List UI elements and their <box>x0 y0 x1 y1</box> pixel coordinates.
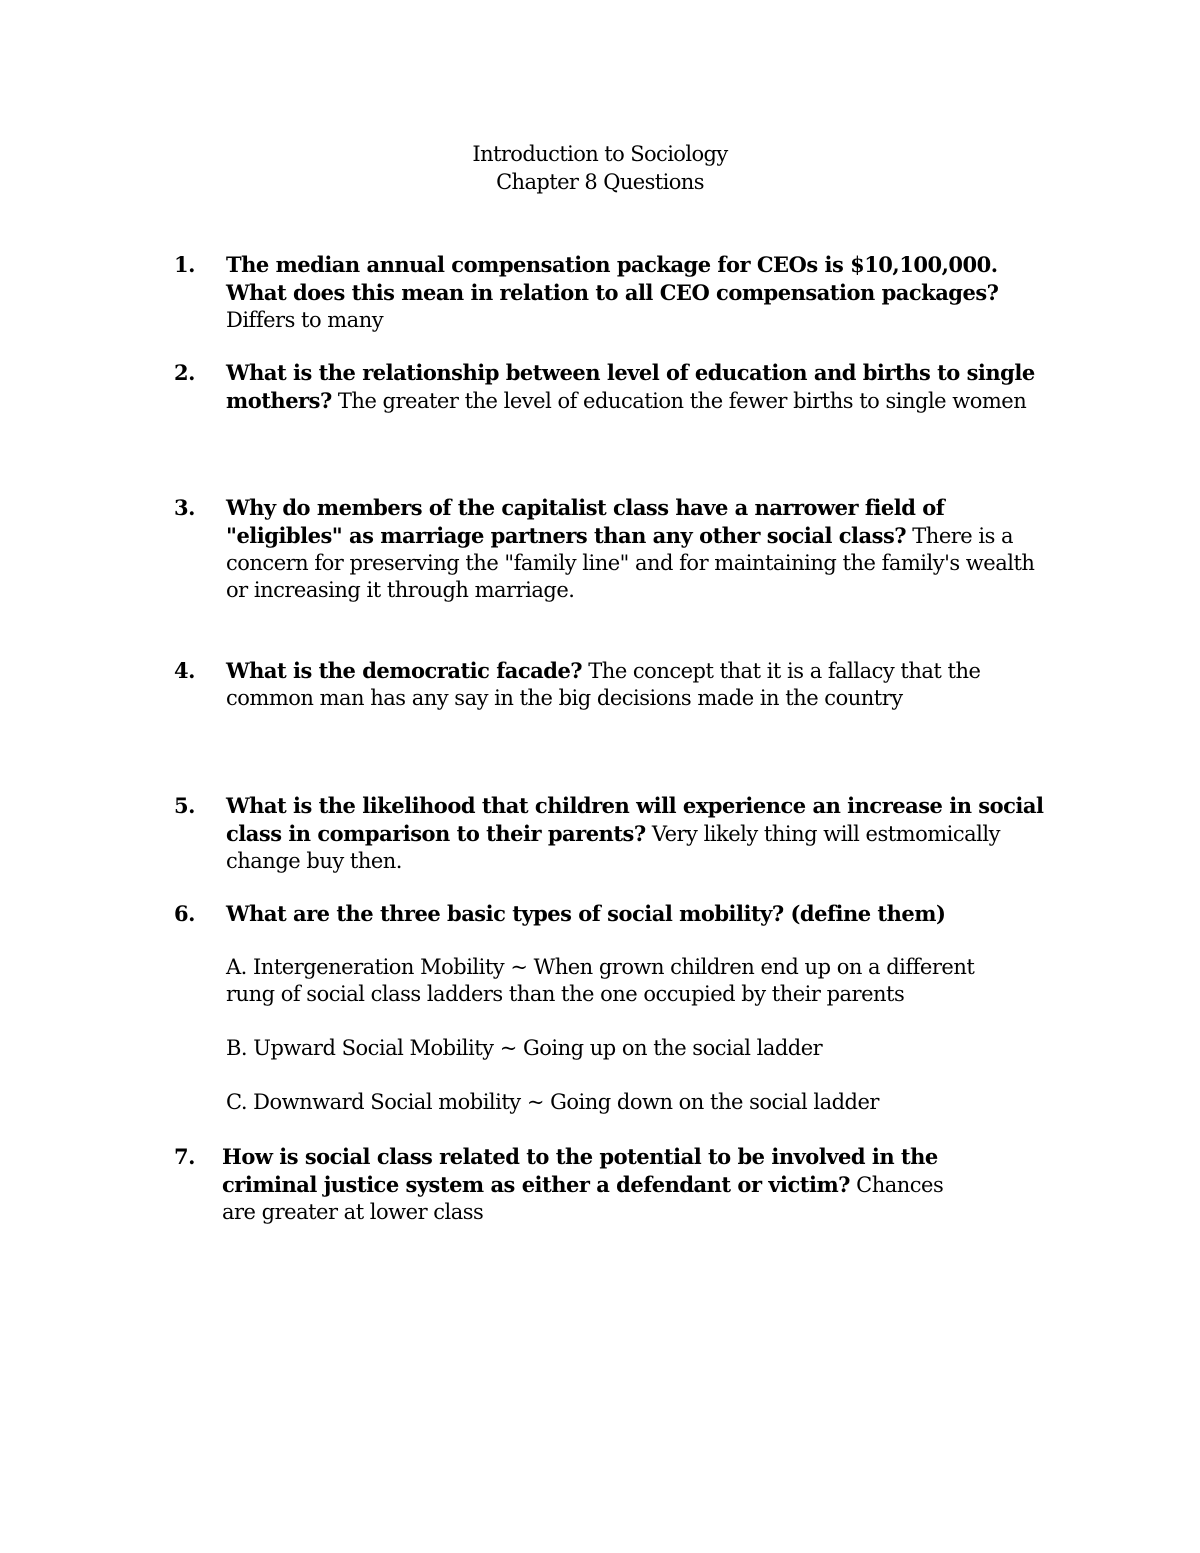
answer-text: Differs to many <box>226 308 384 332</box>
question-5 <box>174 792 1044 875</box>
question-text: Why do members of the capitalist class have a narrower field of "eligibles" as marriage partners than any other social class? <box>226 495 945 548</box>
question-text: What is the relationship between level of education and births to single mothers? <box>226 360 1035 413</box>
question-text: What is the likelihood that children will experience an increase in social class in comparison to their parents? <box>226 793 1044 846</box>
question-3 <box>174 494 1044 604</box>
document-header <box>0 140 1200 196</box>
question-number: 7. <box>174 1144 195 1169</box>
answer-text: Chances are greater at lower class <box>222 1173 944 1224</box>
question-text: What is the democratic facade? <box>226 658 583 683</box>
question-number: 4. <box>174 658 195 683</box>
question-text: The median annual compensation package for CEOs is $10,100,000. What does this mean in relation to all CEO compensation packages? <box>226 252 999 305</box>
question-4 <box>174 657 1044 712</box>
question-1 <box>174 251 1044 334</box>
mobility-type-b: B. Upward Social Mobility ~ Going up on the social ladder <box>226 1036 823 1060</box>
answer-text: There is a concern for preserving the "family line" and for maintaining the family's wealth or increasing it through marriage. <box>226 524 1035 602</box>
course-title: Introduction to Sociology <box>472 142 728 166</box>
question-text: What are the three basic types of social mobility? (define them) <box>226 901 946 926</box>
question-number: 6. <box>174 901 195 926</box>
chapter-title: Chapter 8 Questions <box>496 170 704 194</box>
question-7 <box>174 1143 1044 1226</box>
answer-text: Very likely thing will estmomically change buy then. <box>226 822 1000 873</box>
question-2 <box>174 359 1044 415</box>
question-number: 5. <box>174 793 195 818</box>
answer-text: The concept that it is a fallacy that the common man has any say in the big decisions made in the country <box>226 659 981 710</box>
mobility-type-a: A. Intergeneration Mobility ~ When grown children end up on a different rung of social class ladders than the one occupied by their parents <box>226 955 975 1006</box>
mobility-type-c: C. Downward Social mobility ~ Going down on the social ladder <box>226 1090 879 1114</box>
answer-text: The greater the level of education the fewer births to single women <box>331 389 1027 413</box>
question-6 <box>174 900 1044 928</box>
question-text: How is social class related to the potential to be involved in the criminal justice system as either a defendant or victim? <box>222 1144 938 1197</box>
question-number: 2. <box>174 360 195 385</box>
question-number: 3. <box>174 495 195 520</box>
question-number: 1. <box>174 252 195 277</box>
